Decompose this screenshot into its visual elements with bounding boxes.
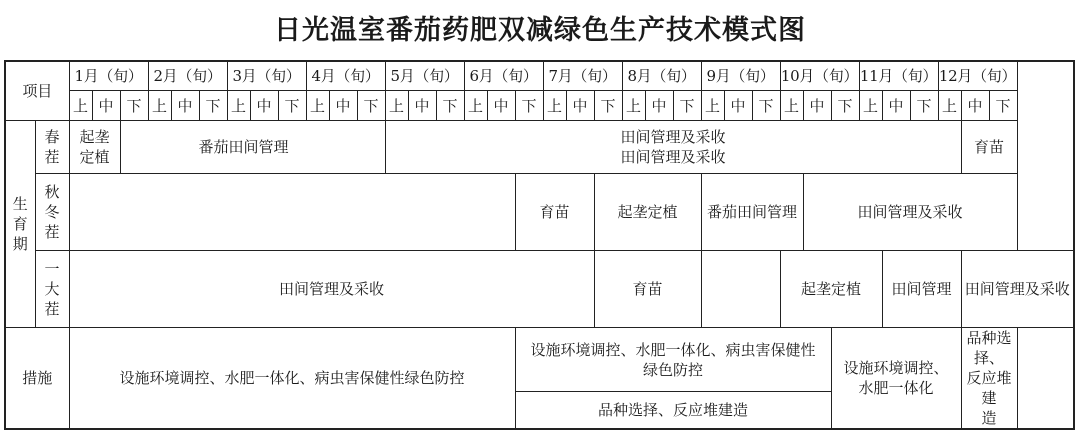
- measures-label: 措施: [5, 328, 69, 430]
- dekad-header: 中: [487, 91, 515, 121]
- spring-stage: 田间管理及采收 田间管理及采收: [385, 121, 961, 174]
- dekad-header: 上: [701, 91, 724, 121]
- autumn-stage: 起垄定植: [594, 174, 701, 251]
- technical-mode-table: [4, 60, 1075, 430]
- dekad-header: 上: [543, 91, 566, 121]
- dekad-header: 下: [278, 91, 306, 121]
- month-header: 6月（旬）: [464, 61, 543, 91]
- dekad-header: 下: [989, 91, 1017, 121]
- yearlong-stage: 起垄定植: [780, 251, 882, 328]
- dekad-header: 上: [859, 91, 882, 121]
- autumn-stage: 番茄田间管理: [701, 174, 803, 251]
- measure-mid-bottom: 品种选择、反应堆建造: [515, 392, 831, 429]
- month-header: 2月（旬）: [148, 61, 227, 91]
- dekad-header: 下: [515, 91, 543, 121]
- dekad-header: 中: [724, 91, 752, 121]
- dekad-header: 中: [882, 91, 910, 121]
- spring-stage: 育苗: [961, 121, 1017, 174]
- yearlong-stage: 育苗: [594, 251, 701, 328]
- dekad-header: 下: [910, 91, 938, 121]
- measure-right-2: 品种选择、 反应堆建 造: [961, 328, 1017, 430]
- header-item-label: 项目: [5, 61, 69, 121]
- dekad-header: 上: [464, 91, 487, 121]
- month-header: 8月（旬）: [622, 61, 701, 91]
- crop-label-yearlong: 一 大 茬: [35, 251, 69, 328]
- measure-right-1: 设施环境调控、 水肥一体化: [831, 328, 961, 430]
- dekad-header: 上: [306, 91, 329, 121]
- month-header: 9月（旬）: [701, 61, 780, 91]
- dekad-header: 下: [673, 91, 701, 121]
- yearlong-stage: [701, 251, 780, 328]
- dekad-header: 上: [622, 91, 645, 121]
- autumn-stage: 育苗: [515, 174, 594, 251]
- yearlong-stage: 田间管理: [882, 251, 961, 328]
- measure-main: 设施环境调控、水肥一体化、病虫害保健性绿色防控: [69, 328, 515, 430]
- month-header: 5月（旬）: [385, 61, 464, 91]
- dekad-header: 中: [961, 91, 989, 121]
- dekad-header: 下: [436, 91, 464, 121]
- dekad-header: 上: [780, 91, 803, 121]
- dekad-header: 中: [171, 91, 199, 121]
- month-header: 12月（旬）: [938, 61, 1017, 91]
- dekad-header: 中: [92, 91, 120, 121]
- crop-label-spring: 春 茬: [35, 121, 69, 174]
- dekad-header: 下: [199, 91, 227, 121]
- dekad-header: 中: [408, 91, 436, 121]
- autumn-stage: [69, 174, 515, 251]
- spring-stage: 番茄田间管理: [120, 121, 385, 174]
- crop-label-autumn: 秋 冬 茬: [35, 174, 69, 251]
- month-header: 1月（旬）: [69, 61, 148, 91]
- month-header: 10月（旬）: [780, 61, 859, 91]
- dekad-header: 中: [645, 91, 673, 121]
- dekad-header: 上: [148, 91, 171, 121]
- dekad-header: 下: [594, 91, 622, 121]
- dekad-header: 上: [385, 91, 408, 121]
- month-header: 11月（旬）: [859, 61, 938, 91]
- spring-stage: 起垄 定植: [69, 121, 120, 174]
- dekad-header: 上: [227, 91, 250, 121]
- dekad-header: 下: [752, 91, 780, 121]
- month-header: 7月（旬）: [543, 61, 622, 91]
- measure-mid-top: 设施环境调控、水肥一体化、病虫害保健性 绿色防控: [515, 328, 831, 392]
- dekad-header: 上: [938, 91, 961, 121]
- dekad-header: 下: [831, 91, 859, 121]
- yearlong-stage: 田间管理及采收: [69, 251, 594, 328]
- dekad-header: 下: [357, 91, 385, 121]
- growth-period-label: 生 育 期: [5, 121, 35, 328]
- month-header: 4月（旬）: [306, 61, 385, 91]
- month-header: 3月（旬）: [227, 61, 306, 91]
- yearlong-stage: 田间管理及采收: [961, 251, 1074, 328]
- dekad-header: 中: [566, 91, 594, 121]
- page-title: 日光温室番茄药肥双减绿色生产技术模式图: [274, 15, 806, 46]
- dekad-header: 中: [329, 91, 357, 121]
- dekad-header: 下: [120, 91, 148, 121]
- dekad-header: 上: [69, 91, 92, 121]
- autumn-stage: 田间管理及采收: [803, 174, 1017, 251]
- dekad-header: 中: [803, 91, 831, 121]
- dekad-header: 中: [250, 91, 278, 121]
